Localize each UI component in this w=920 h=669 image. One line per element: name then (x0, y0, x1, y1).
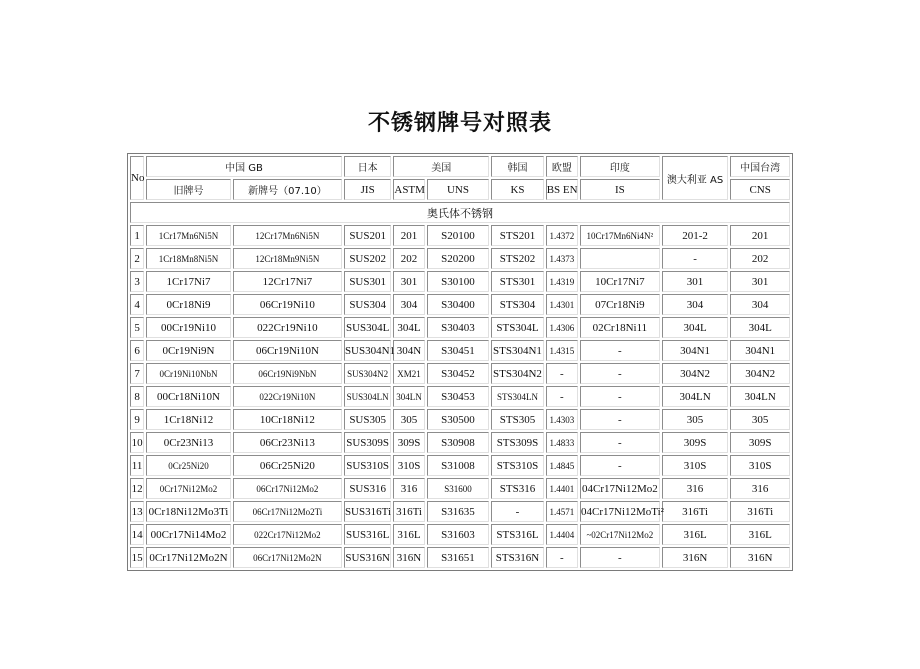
cell-ks: STS304N2 (491, 363, 543, 384)
cell-astm: 316 (393, 478, 424, 499)
table-row (130, 294, 790, 315)
cell-as: 316N (662, 547, 729, 568)
cell-old-grade: 0Cr25Ni20 (146, 455, 231, 476)
header-cns: CNS (730, 179, 790, 200)
header-uns: UNS (427, 179, 490, 200)
header-astm: ASTM (393, 179, 424, 200)
cell-no: 2 (130, 248, 144, 269)
cell-no: 12 (130, 478, 144, 499)
header-ks: KS (491, 179, 543, 200)
cell-ks: STS304L (491, 317, 543, 338)
table-row (130, 386, 790, 407)
cell-new-grade: 06Cr19Ni10N (233, 340, 342, 361)
cell-uns: S30500 (427, 409, 490, 430)
cell-cns: 310S (730, 455, 790, 476)
table-row (130, 432, 790, 453)
cell-as: 316 (662, 478, 729, 499)
section-label: 奥氏体不锈钢 (130, 202, 790, 223)
cell-astm: 310S (393, 455, 424, 476)
header-jis: JIS (344, 179, 391, 200)
cell-ks: STS202 (491, 248, 543, 269)
table-row (130, 317, 790, 338)
cell-new-grade: 022Cr17Ni12Mo2 (233, 524, 342, 545)
cell-ks: STS201 (491, 225, 543, 246)
cell-old-grade: 0Cr23Ni13 (146, 432, 231, 453)
cell-cns: 304L (730, 317, 790, 338)
table-row (130, 455, 790, 476)
table-row (130, 524, 790, 545)
cell-old-grade: 0Cr17Ni12Mo2 (146, 478, 231, 499)
cell-uns: S20100 (427, 225, 490, 246)
cell-no: 6 (130, 340, 144, 361)
cell-is: ~02Cr17Ni12Mo2 (580, 524, 660, 545)
cell-uns: S30403 (427, 317, 490, 338)
cell-jis: SUS310S (344, 455, 391, 476)
cell-uns: S30453 (427, 386, 490, 407)
cell-cns: 304LN (730, 386, 790, 407)
cell-ks: STS316L (491, 524, 543, 545)
cell-as: 304N2 (662, 363, 729, 384)
cell-no: 8 (130, 386, 144, 407)
cell-new-grade: 06Cr17Ni12Mo2 (233, 478, 342, 499)
header-bs-en: BS EN (546, 179, 578, 200)
header-taiwan: 中国台湾 (730, 156, 790, 177)
cell-bs-en: 1.4303 (546, 409, 578, 430)
cell-ks: STS310S (491, 455, 543, 476)
cell-uns: S31008 (427, 455, 490, 476)
cell-old-grade: 00Cr18Ni10N (146, 386, 231, 407)
cell-as: 305 (662, 409, 729, 430)
cell-as: 304 (662, 294, 729, 315)
cell-jis: SUS304N2 (344, 363, 391, 384)
cell-uns: S30400 (427, 294, 490, 315)
cell-bs-en: 1.4845 (546, 455, 578, 476)
cell-as: 201-2 (662, 225, 729, 246)
cell-is: 10Cr17Ni7 (580, 271, 660, 292)
cell-is: - (580, 363, 660, 384)
cell-no: 15 (130, 547, 144, 568)
cell-no: 7 (130, 363, 144, 384)
cell-ks: STS309S (491, 432, 543, 453)
cell-ks: STS316 (491, 478, 543, 499)
cell-bs-en: 1.4301 (546, 294, 578, 315)
cell-ks: - (491, 501, 543, 522)
cell-old-grade: 0Cr19Ni9N (146, 340, 231, 361)
cell-old-grade: 1Cr17Mn6Ni5N (146, 225, 231, 246)
cell-is: - (580, 547, 660, 568)
cell-is: 07Cr18Ni9 (580, 294, 660, 315)
cell-old-grade: 0Cr17Ni12Mo2N (146, 547, 231, 568)
cell-new-grade: 12Cr17Ni7 (233, 271, 342, 292)
cell-old-grade: 0Cr18Ni9 (146, 294, 231, 315)
cell-jis: SUS201 (344, 225, 391, 246)
cell-new-grade: 022Cr19Ni10 (233, 317, 342, 338)
cell-no: 4 (130, 294, 144, 315)
cell-uns: S31635 (427, 501, 490, 522)
cell-bs-en: 1.4306 (546, 317, 578, 338)
header-eu: 欧盟 (546, 156, 578, 177)
cell-new-grade: 06Cr19Ni10 (233, 294, 342, 315)
cell-cns: 316Ti (730, 501, 790, 522)
cell-old-grade: 00Cr19Ni10 (146, 317, 231, 338)
cell-is: 10Cr17Mn6Ni4N² (580, 225, 660, 246)
cell-is: - (580, 455, 660, 476)
cell-is (580, 248, 660, 269)
cell-jis: SUS316Ti (344, 501, 391, 522)
cell-astm: 304LN (393, 386, 424, 407)
cell-no: 13 (130, 501, 144, 522)
table-row (130, 340, 790, 361)
cell-bs-en: 1.4315 (546, 340, 578, 361)
cell-old-grade: 00Cr17Ni14Mo2 (146, 524, 231, 545)
steel-grade-table (127, 153, 793, 571)
header-is: IS (580, 179, 660, 200)
cell-as: 316Ti (662, 501, 729, 522)
cell-is: - (580, 340, 660, 361)
header-usa: 美国 (393, 156, 489, 177)
cell-is: 04Cr17Ni12MoTi² (580, 501, 660, 522)
cell-ks: STS305 (491, 409, 543, 430)
cell-cns: 201 (730, 225, 790, 246)
cell-no: 11 (130, 455, 144, 476)
cell-astm: 301 (393, 271, 424, 292)
section-row (130, 202, 790, 223)
cell-new-grade: 06Cr19Ni9NbN (233, 363, 342, 384)
cell-astm: 304 (393, 294, 424, 315)
cell-bs-en: - (546, 386, 578, 407)
cell-cns: 304N1 (730, 340, 790, 361)
cell-uns: S30452 (427, 363, 490, 384)
cell-astm: 305 (393, 409, 424, 430)
cell-astm: 316L (393, 524, 424, 545)
cell-no: 3 (130, 271, 144, 292)
cell-old-grade: 1Cr18Ni12 (146, 409, 231, 430)
table-row (130, 501, 790, 522)
cell-no: 9 (130, 409, 144, 430)
cell-new-grade: 06Cr17Ni12Mo2N (233, 547, 342, 568)
cell-cns: 316N (730, 547, 790, 568)
cell-astm: 316N (393, 547, 424, 568)
cell-bs-en: 1.4373 (546, 248, 578, 269)
cell-cns: 304N2 (730, 363, 790, 384)
header-new-grade: 新牌号（07.10） (233, 179, 342, 200)
cell-jis: SUS309S (344, 432, 391, 453)
header-row-1 (130, 156, 790, 177)
cell-astm: 201 (393, 225, 424, 246)
cell-as: 301 (662, 271, 729, 292)
cell-jis: SUS305 (344, 409, 391, 430)
cell-bs-en: 1.4372 (546, 225, 578, 246)
header-old-grade: 旧牌号 (146, 179, 231, 200)
cell-bs-en: 1.4319 (546, 271, 578, 292)
header-japan: 日本 (344, 156, 391, 177)
cell-jis: SUS316L (344, 524, 391, 545)
table-row (130, 271, 790, 292)
header-china-gb: 中国 GB (146, 156, 342, 177)
cell-uns: S30908 (427, 432, 490, 453)
cell-jis: SUS304N1 (344, 340, 391, 361)
cell-new-grade: 12Cr17Mn6Ni5N (233, 225, 342, 246)
cell-bs-en: 1.4401 (546, 478, 578, 499)
cell-new-grade: 06Cr17Ni12Mo2Ti (233, 501, 342, 522)
cell-new-grade: 10Cr18Ni12 (233, 409, 342, 430)
cell-uns: S30451 (427, 340, 490, 361)
cell-is: - (580, 386, 660, 407)
header-australia: 澳大利亚 AS (662, 156, 729, 200)
cell-is: 02Cr18Ni11 (580, 317, 660, 338)
cell-astm: XM21 (393, 363, 424, 384)
cell-ks: STS304LN (491, 386, 543, 407)
cell-old-grade: 0Cr18Ni12Mo3Ti (146, 501, 231, 522)
cell-is: - (580, 432, 660, 453)
cell-uns: S30100 (427, 271, 490, 292)
cell-uns: S31600 (427, 478, 490, 499)
table-row (130, 225, 790, 246)
cell-astm: 304N (393, 340, 424, 361)
cell-cns: 316L (730, 524, 790, 545)
cell-ks: STS304 (491, 294, 543, 315)
cell-jis: SUS316 (344, 478, 391, 499)
page-title: 不锈钢牌号对照表 (367, 111, 552, 136)
cell-as: 304L (662, 317, 729, 338)
cell-jis: SUS301 (344, 271, 391, 292)
cell-ks: STS301 (491, 271, 543, 292)
cell-old-grade: 1Cr18Mn8Ni5N (146, 248, 231, 269)
cell-ks: STS316N (491, 547, 543, 568)
cell-astm: 316Ti (393, 501, 424, 522)
cell-bs-en: - (546, 363, 578, 384)
cell-cns: 316 (730, 478, 790, 499)
cell-uns: S31603 (427, 524, 490, 545)
cell-astm: 202 (393, 248, 424, 269)
cell-bs-en: - (546, 547, 578, 568)
cell-as: 316L (662, 524, 729, 545)
cell-jis: SUS202 (344, 248, 391, 269)
cell-new-grade: 06Cr25Ni20 (233, 455, 342, 476)
header-india: 印度 (580, 156, 660, 177)
cell-as: - (662, 248, 729, 269)
cell-no: 10 (130, 432, 144, 453)
cell-astm: 309S (393, 432, 424, 453)
cell-cns: 202 (730, 248, 790, 269)
cell-astm: 304L (393, 317, 424, 338)
cell-uns: S20200 (427, 248, 490, 269)
cell-new-grade: 022Cr19Ni10N (233, 386, 342, 407)
table-row (130, 409, 790, 430)
cell-jis: SUS316N (344, 547, 391, 568)
cell-new-grade: 06Cr23Ni13 (233, 432, 342, 453)
header-korea: 韩国 (491, 156, 543, 177)
cell-cns: 304 (730, 294, 790, 315)
cell-cns: 301 (730, 271, 790, 292)
cell-jis: SUS304LN (344, 386, 391, 407)
cell-bs-en: 1.4833 (546, 432, 578, 453)
cell-no: 5 (130, 317, 144, 338)
cell-as: 309S (662, 432, 729, 453)
cell-new-grade: 12Cr18Mn9Ni5N (233, 248, 342, 269)
cell-jis: SUS304L (344, 317, 391, 338)
cell-jis: SUS304 (344, 294, 391, 315)
table-row (130, 363, 790, 384)
cell-ks: STS304N1 (491, 340, 543, 361)
table-row (130, 547, 790, 568)
cell-uns: S31651 (427, 547, 490, 568)
cell-bs-en: 1.4571 (546, 501, 578, 522)
cell-no: 1 (130, 225, 144, 246)
cell-no: 14 (130, 524, 144, 545)
cell-is: - (580, 409, 660, 430)
cell-cns: 305 (730, 409, 790, 430)
cell-bs-en: 1.4404 (546, 524, 578, 545)
cell-as: 304LN (662, 386, 729, 407)
cell-old-grade: 0Cr19Ni10NbN (146, 363, 231, 384)
cell-as: 310S (662, 455, 729, 476)
header-no: No (130, 156, 144, 200)
cell-old-grade: 1Cr17Ni7 (146, 271, 231, 292)
table-row (130, 248, 790, 269)
cell-cns: 309S (730, 432, 790, 453)
cell-as: 304N1 (662, 340, 729, 361)
table-row (130, 478, 790, 499)
cell-is: 04Cr17Ni12Mo2 (580, 478, 660, 499)
